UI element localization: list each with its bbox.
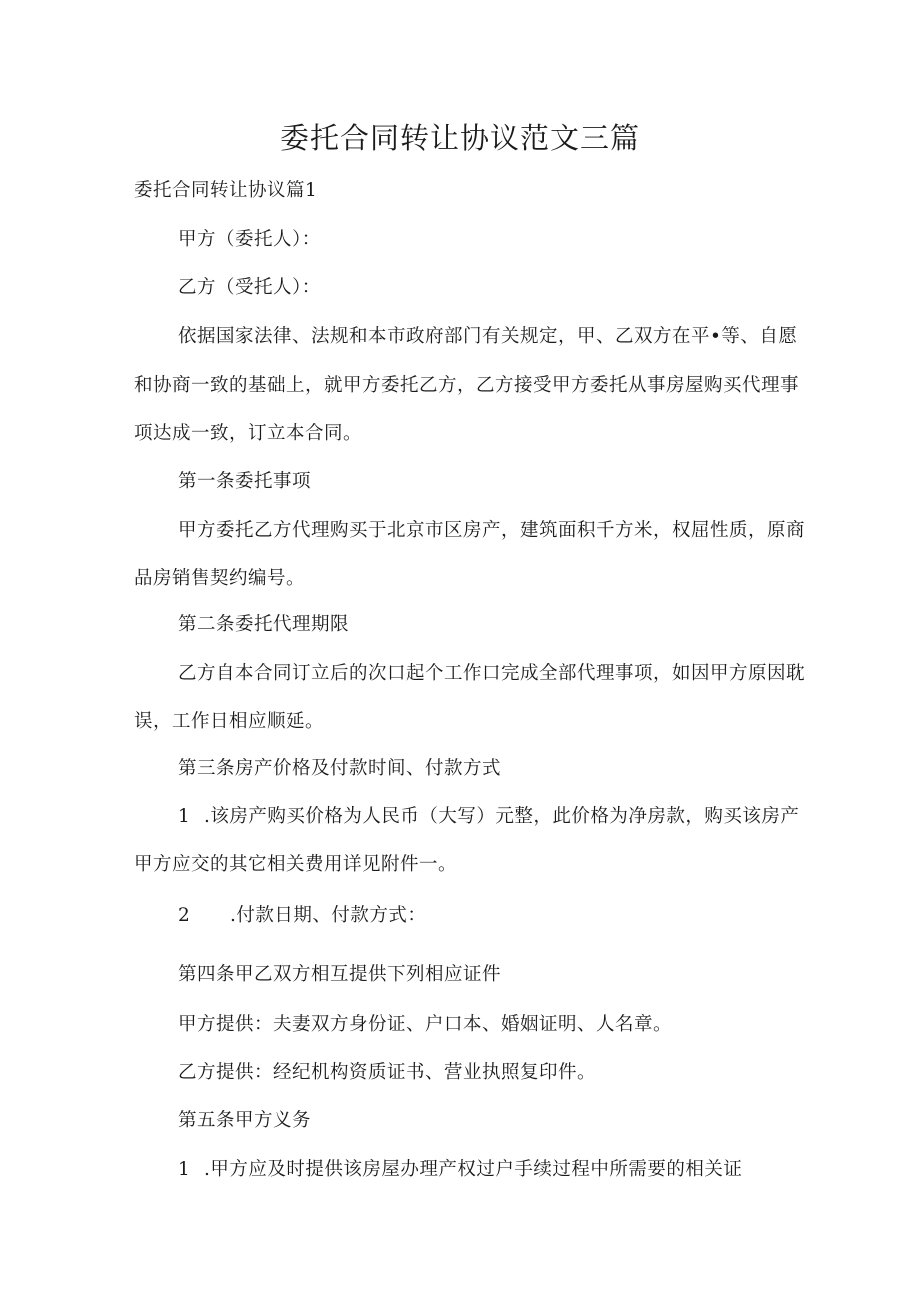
article-5-item-1 — [178, 1155, 742, 1181]
intro-paragraph-line-3: 项达成一致，订立本合同。 — [134, 423, 363, 444]
article-1-line-2: 品房销售契约编号。 — [134, 568, 306, 589]
article-3-title: 第三条房产价格及付款时间、付款方式 — [178, 758, 502, 779]
article-1-line-1: 甲方委托乙方代理购买于北京市区房产，建筑面积千方米，权屈性质，原商 — [178, 520, 806, 541]
article-5-item-1-number: 1 — [178, 1159, 191, 1180]
article-1-title: 第一条委托事项 — [178, 471, 312, 492]
article-4-line-1: 甲方提供：夫妻双方身份证、户口本、婚姻证明、人名章。 — [178, 1014, 673, 1035]
article-3-item-2 — [178, 901, 426, 927]
article-3-item-2-number: 2 — [178, 905, 191, 926]
article-5-title: 第五条甲方义务 — [178, 1110, 312, 1131]
article-5-item-1-text: .甲方应及时提供该房屋办理产权过户手续过程中所需要的相关证 — [204, 1159, 743, 1180]
party-b-line: 乙方（受托人）： — [178, 277, 321, 298]
article-4-title: 第四条甲乙双方相互提供下列相应证件 — [178, 964, 502, 985]
article-3-item-1-line-2: 甲方应交的其它相关费用详见附件一。 — [134, 854, 458, 875]
article-2-line-1: 乙方自本合同订立后的次口起个工作口完成全部代理事项，如因甲方原因耽 — [178, 663, 806, 684]
intro-paragraph-line-1: 依据国家法律、法规和本市政府部门有关规定，甲、乙双方在平•等、自愿 — [178, 326, 798, 347]
article-3-item-1-number: 1 — [178, 806, 191, 827]
party-a-line: 甲方（委托人）： — [178, 229, 321, 250]
article-3-item-1-text: .该房产购买价格为人民币（大写）元整，此价格为净房款，购买该房产 — [204, 806, 800, 827]
article-3-item-1-line-1 — [178, 802, 799, 828]
intro-paragraph-line-2: 和协商一致的基础上，就甲方委托乙方，乙方接受甲方委托从事房屋购买代理事 — [134, 375, 800, 396]
document-title: 委托合同转让协议范文三篇 — [279, 121, 640, 155]
section-heading: 委托合同转让协议篇1 — [134, 180, 318, 201]
article-4-line-2: 乙方提供：经纪机构资质证书、营业执照复印件。 — [178, 1062, 597, 1083]
article-2-title: 第二条委托代理期限 — [178, 614, 350, 635]
article-2-line-2: 误，工作日相应顺延。 — [134, 711, 325, 732]
article-3-item-2-text: .付款日期、付款方式： — [230, 905, 427, 926]
